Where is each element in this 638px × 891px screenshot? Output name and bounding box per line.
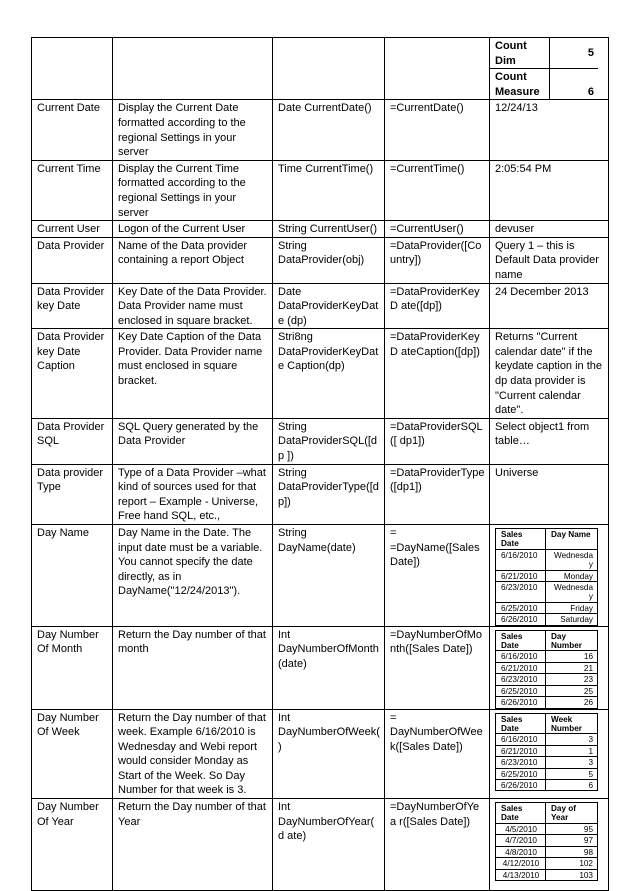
mini-header: Day of Year — [546, 803, 598, 824]
function-description: SQL Query generated by the Data Provider — [113, 418, 273, 464]
mini-cell: 6/25/2010 — [496, 768, 546, 779]
mini-cell: 103 — [546, 869, 598, 880]
table-row — [32, 160, 609, 220]
table-row — [32, 525, 609, 627]
table-row — [32, 237, 609, 283]
function-formula: =DataProvider([Co untry]) — [385, 237, 490, 283]
function-name: Current User — [32, 221, 113, 238]
mini-cell: 6/25/2010 — [496, 685, 546, 696]
functions-table — [31, 37, 609, 891]
function-description: Display the Current Time formatted according to the regional Settings in your server — [113, 160, 273, 220]
mini-cell: 6/16/2010 — [496, 549, 546, 570]
function-formula: =CurrentTime() — [385, 160, 490, 220]
function-formula: =DataProviderKeyD ateCaption([dp]) — [385, 329, 490, 419]
mini-header: Day Number — [546, 630, 598, 651]
day-of-week-table — [495, 713, 598, 792]
function-example — [490, 525, 609, 627]
day-of-year-table — [495, 802, 598, 881]
mini-cell: 4/12/2010 — [496, 858, 546, 869]
function-syntax: String DataProviderType([d p]) — [273, 464, 385, 524]
table-row — [32, 709, 609, 799]
function-example: Universe — [490, 464, 609, 524]
function-example: 24 December 2013 — [490, 283, 609, 329]
blank-cell — [273, 38, 385, 100]
mini-cell: 4/8/2010 — [496, 846, 546, 857]
function-name: Current Time — [32, 160, 113, 220]
function-formula: = =DayName([Sales Date]) — [385, 525, 490, 627]
function-name: Day Number Of Week — [32, 709, 113, 799]
mini-cell: 3 — [546, 734, 598, 745]
mini-cell: 1 — [546, 745, 598, 756]
table-row — [32, 283, 609, 329]
function-syntax: Date CurrentDate() — [273, 100, 385, 160]
table-row — [32, 329, 609, 419]
mini-cell: 98 — [546, 846, 598, 857]
function-description: Key Date Caption of the Data Provider. Data Provider name must enclosed in square bracket. — [113, 329, 273, 419]
blank-cell — [32, 38, 113, 100]
mini-cell: 6/21/2010 — [496, 745, 546, 756]
mini-cell: 6/26/2010 — [496, 697, 546, 708]
mini-cell: 6/21/2010 — [496, 570, 546, 581]
mini-header: Sales Date — [496, 529, 546, 550]
mini-cell: Monday — [546, 570, 598, 581]
function-description: Display the Current Date formatted according to the regional Settings in your server — [113, 100, 273, 160]
function-example: 2:05:54 PM — [490, 160, 609, 220]
function-description: Return the Day number of that month — [113, 626, 273, 709]
function-syntax: String DayName(date) — [273, 525, 385, 627]
mini-header: Sales Date — [496, 713, 546, 734]
mini-header: Sales Date — [496, 630, 546, 651]
day-of-month-table — [495, 630, 598, 709]
count-table — [490, 38, 598, 99]
function-description: Type of a Data Provider –what kind of sources used for that report – Example - Universe, Free hand SQL, etc., — [113, 464, 273, 524]
function-example: Select object1 from table… — [490, 418, 609, 464]
mini-cell: 6/23/2010 — [496, 674, 546, 685]
blank-cell — [385, 38, 490, 100]
mini-cell: 6/16/2010 — [496, 651, 546, 662]
mini-header: Week Number — [546, 713, 598, 734]
mini-cell: 3 — [546, 757, 598, 768]
mini-cell: 6/23/2010 — [496, 582, 546, 603]
function-example — [490, 799, 609, 891]
function-syntax: Int DayNumberOfYear(d ate) — [273, 799, 385, 891]
table-row — [32, 799, 609, 891]
function-example: 12/24/13 — [490, 100, 609, 160]
function-syntax: String CurrentUser() — [273, 221, 385, 238]
function-name: Day Name — [32, 525, 113, 627]
function-description: Name of the Data provider containing a report Object — [113, 237, 273, 283]
function-syntax: Int DayNumberOfWeek() — [273, 709, 385, 799]
function-formula: =DayNumberOfYea r([Sales Date]) — [385, 799, 490, 891]
mini-header: Day Name — [546, 529, 598, 550]
mini-cell: Wednesday — [546, 549, 598, 570]
table-row — [32, 221, 609, 238]
mini-cell: 6/26/2010 — [496, 779, 546, 790]
mini-cell: 16 — [546, 651, 598, 662]
function-syntax: Time CurrentTime() — [273, 160, 385, 220]
count-dim-value: 5 — [550, 38, 599, 69]
mini-cell: 26 — [546, 697, 598, 708]
function-name: Day Number Of Month — [32, 626, 113, 709]
function-description: Return the Day number of that Year — [113, 799, 273, 891]
table-row — [32, 626, 609, 709]
function-formula: =DataProviderSQL([ dp1]) — [385, 418, 490, 464]
function-formula: =DayNumberOfMo nth([Sales Date]) — [385, 626, 490, 709]
mini-cell: 95 — [546, 823, 598, 834]
mini-cell: Friday — [546, 602, 598, 613]
mini-cell: 102 — [546, 858, 598, 869]
count-measure-value: 6 — [550, 69, 599, 100]
function-syntax: Date DataProviderKeyDate (dp) — [273, 283, 385, 329]
mini-cell: 25 — [546, 685, 598, 696]
mini-cell: 21 — [546, 662, 598, 673]
mini-cell: 6/21/2010 — [496, 662, 546, 673]
mini-cell: 6/23/2010 — [496, 757, 546, 768]
function-syntax: String DataProviderSQL([dp ]) — [273, 418, 385, 464]
function-example — [490, 709, 609, 799]
mini-cell: 5 — [546, 768, 598, 779]
function-name: Day Number Of Year — [32, 799, 113, 891]
mini-cell: Saturday — [546, 614, 598, 625]
function-formula: =DataProviderType ([dp1]) — [385, 464, 490, 524]
blank-cell — [113, 38, 273, 100]
mini-cell: 6/25/2010 — [496, 602, 546, 613]
function-name: Data provider Type — [32, 464, 113, 524]
table-row — [32, 464, 609, 524]
function-example: Returns "Current calendar date" if the keydate caption in the dp data provider is "Current calendar date". — [490, 329, 609, 419]
function-formula: = DayNumberOfWee k([Sales Date]) — [385, 709, 490, 799]
mini-cell: 97 — [546, 835, 598, 846]
function-example: devuser — [490, 221, 609, 238]
function-formula: =CurrentDate() — [385, 100, 490, 160]
mini-cell: 4/7/2010 — [496, 835, 546, 846]
mini-cell: 6 — [546, 779, 598, 790]
function-example: Query 1 – this is Default Data provider name — [490, 237, 609, 283]
function-example — [490, 626, 609, 709]
mini-cell: 23 — [546, 674, 598, 685]
function-syntax: Stri8ng DataProviderKeyDate Caption(dp) — [273, 329, 385, 419]
function-description: Logon of the Current User — [113, 221, 273, 238]
function-name: Data Provider SQL — [32, 418, 113, 464]
function-name: Data Provider key Date — [32, 283, 113, 329]
count-cell — [490, 38, 609, 100]
function-syntax: Int DayNumberOfMonth (date) — [273, 626, 385, 709]
function-description: Day Name in the Date. The input date must be a variable. You cannot specify the date directly, as in DayName("12/24/2013"). — [113, 525, 273, 627]
function-description: Key Date of the Data Provider. Data Provider name must enclosed in square bracket. — [113, 283, 273, 329]
count-dim-label: Count Dim — [490, 38, 550, 69]
count-measure-label: Count Measure — [490, 69, 550, 100]
function-name: Data Provider — [32, 237, 113, 283]
function-name: Data Provider key Date Caption — [32, 329, 113, 419]
mini-cell: 6/26/2010 — [496, 614, 546, 625]
function-formula: =DataProviderKeyD ate([dp]) — [385, 283, 490, 329]
table-row — [32, 418, 609, 464]
function-name: Current Date — [32, 100, 113, 160]
mini-header: Sales Date — [496, 803, 546, 824]
table-row — [32, 100, 609, 160]
function-syntax: String DataProvider(obj) — [273, 237, 385, 283]
mini-cell: Wednesday — [546, 582, 598, 603]
mini-cell: 6/16/2010 — [496, 734, 546, 745]
day-name-table — [495, 528, 598, 626]
mini-cell: 4/13/2010 — [496, 869, 546, 880]
mini-cell: 4/5/2010 — [496, 823, 546, 834]
function-formula: =CurrentUser() — [385, 221, 490, 238]
header-row — [32, 38, 609, 100]
function-description: Return the Day number of that week. Example 6/16/2010 is Wednesday and Webi report would consider Monday as Start of the Week. So Day Number for that week is 3. — [113, 709, 273, 799]
